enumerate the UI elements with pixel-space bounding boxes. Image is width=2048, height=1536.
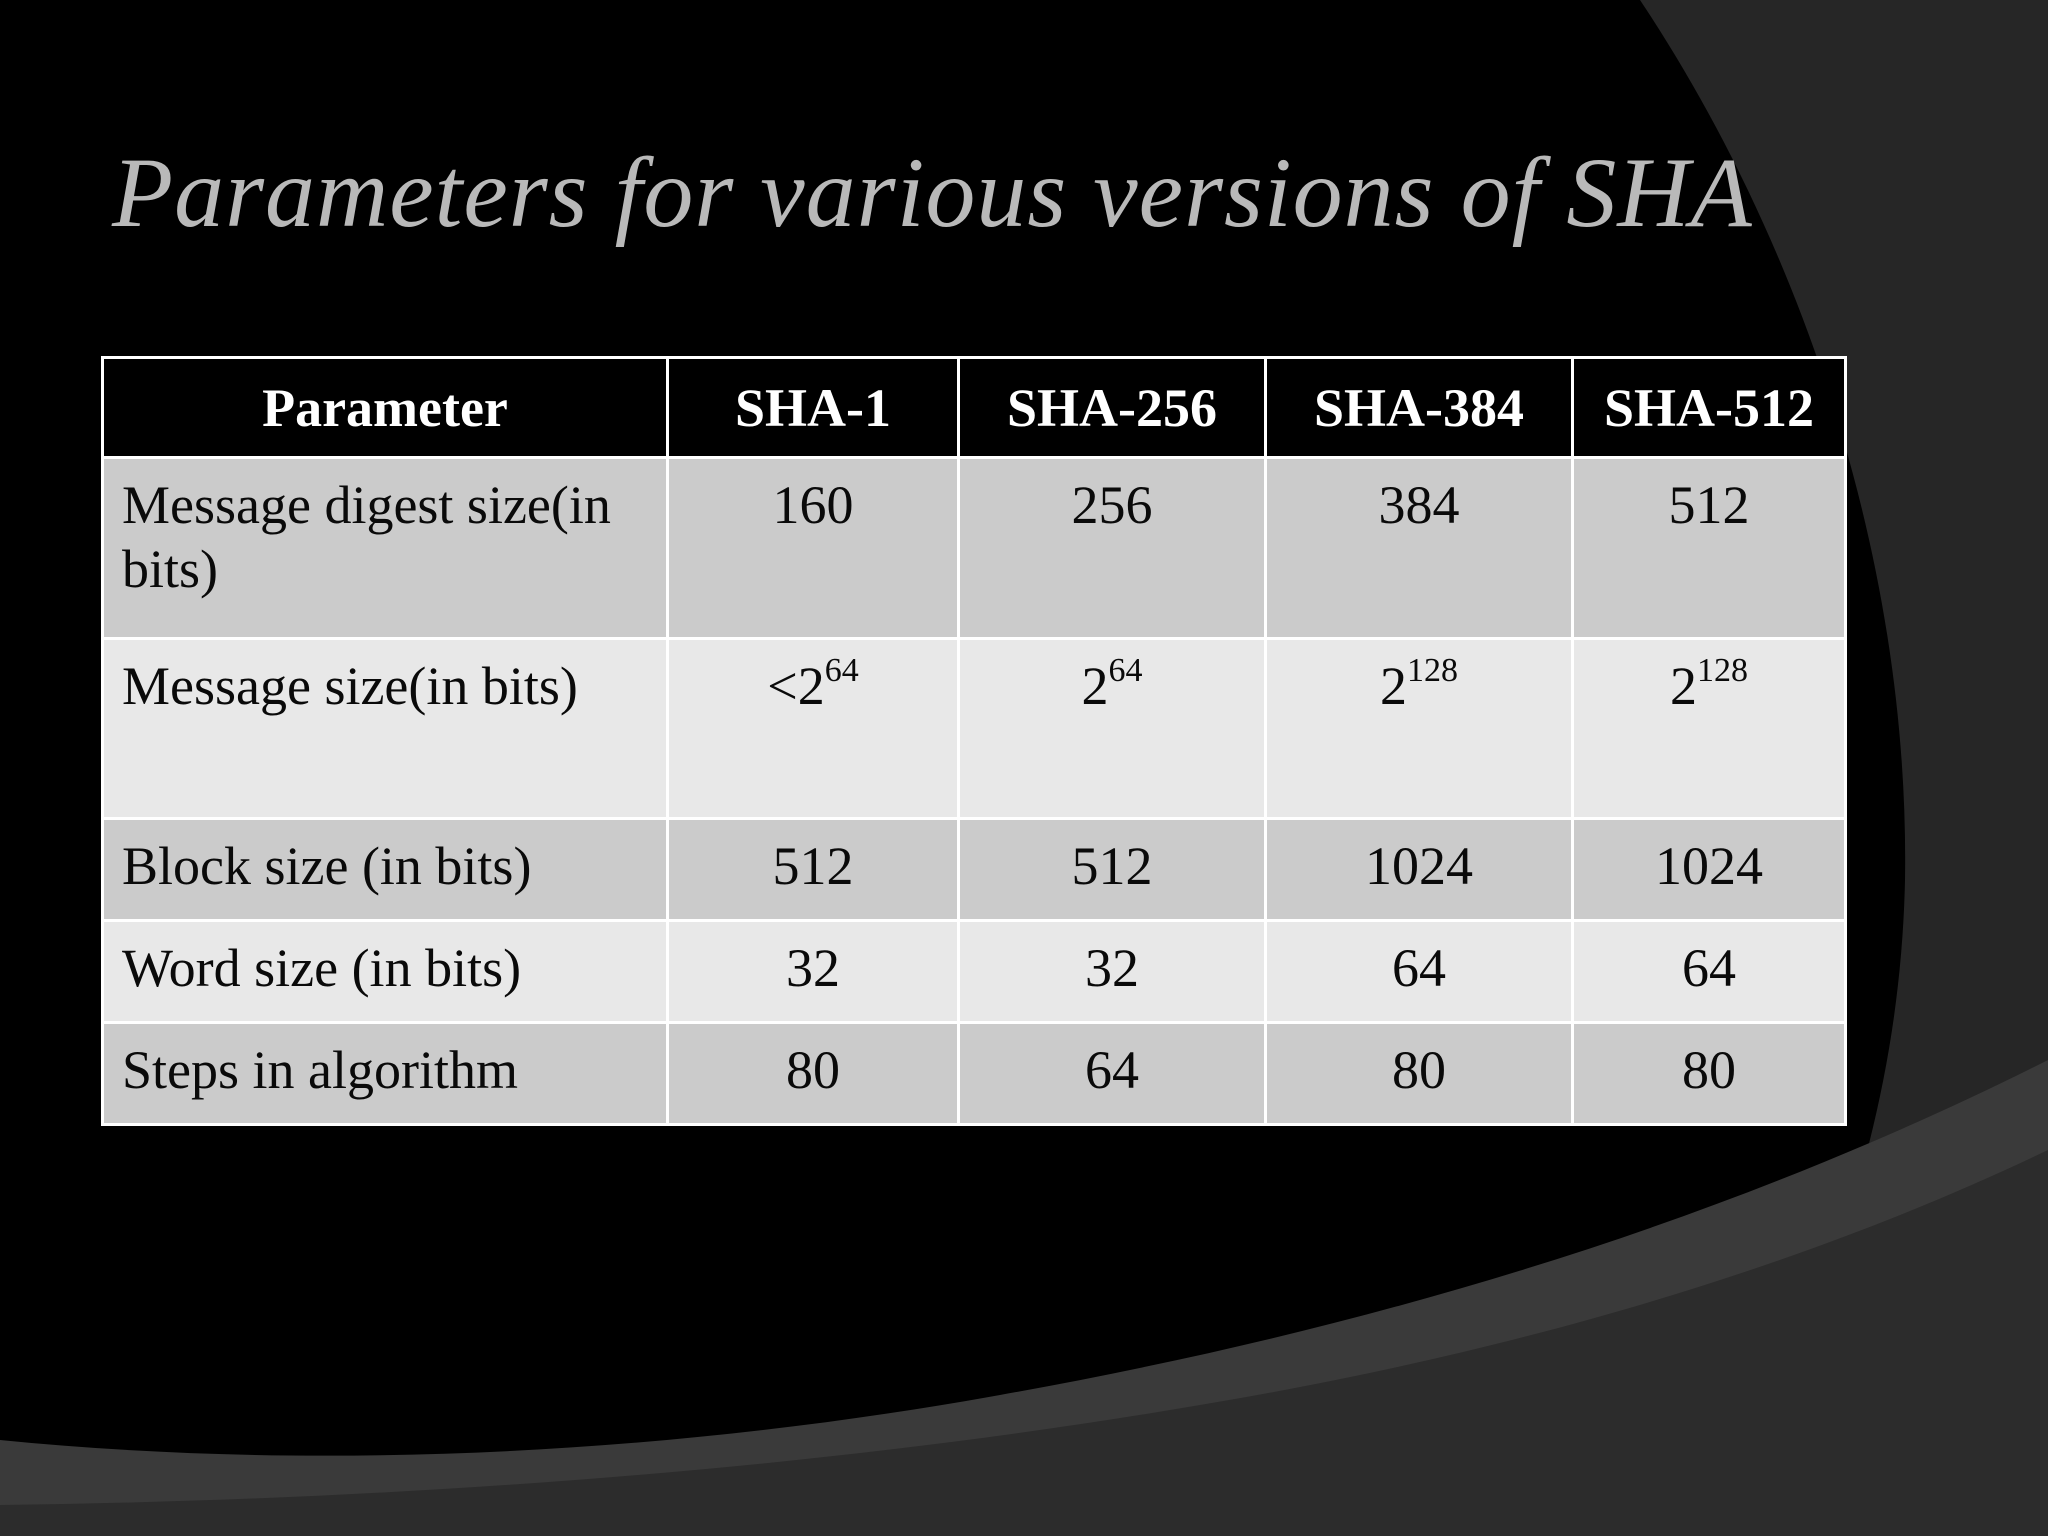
header-sha-384: SHA-384: [1266, 358, 1573, 458]
table-cell: $2^{64}$: [959, 639, 1266, 819]
header-sha-256: SHA-256: [959, 358, 1266, 458]
row-label: Word size (in bits): [103, 921, 668, 1023]
table-cell: 64: [1573, 921, 1846, 1023]
table-cell: 80: [668, 1023, 959, 1125]
header-sha-512: SHA-512: [1573, 358, 1846, 458]
table-cell: 80: [1573, 1023, 1846, 1125]
table-cell: 64: [959, 1023, 1266, 1125]
table-row: [103, 458, 1846, 639]
header-parameter: Parameter: [103, 358, 668, 458]
table-row: [103, 1023, 1846, 1125]
row-label: Message size(in bits): [103, 639, 668, 819]
table-cell: 256: [959, 458, 1266, 639]
table-cell: 64: [1266, 921, 1573, 1023]
row-label: Message digest size(in bits): [103, 458, 668, 639]
row-label: Steps in algorithm: [103, 1023, 668, 1125]
table-cell: $2^{128}$: [1266, 639, 1573, 819]
table-row: [103, 639, 1846, 819]
table-header-row: [103, 358, 1846, 458]
table-cell: 512: [668, 819, 959, 921]
table-row: [103, 819, 1846, 921]
table-cell: 1024: [1266, 819, 1573, 921]
table-row: [103, 921, 1846, 1023]
table-cell: 80: [1266, 1023, 1573, 1125]
table-cell: 512: [1573, 458, 1846, 639]
table-cell: $<2^{64}$: [668, 639, 959, 819]
table-cell: $2^{128}$: [1573, 639, 1846, 819]
header-sha-1: SHA-1: [668, 358, 959, 458]
row-label: Block size (in bits): [103, 819, 668, 921]
table-cell: 512: [959, 819, 1266, 921]
table-cell: 160: [668, 458, 959, 639]
table-cell: 32: [668, 921, 959, 1023]
table-cell: 384: [1266, 458, 1573, 639]
table-cell: 1024: [1573, 819, 1846, 921]
table-cell: 32: [959, 921, 1266, 1023]
slide-title: Parameters for various versions of SHA: [112, 137, 1753, 248]
sha-parameters-table: [101, 356, 1847, 1126]
